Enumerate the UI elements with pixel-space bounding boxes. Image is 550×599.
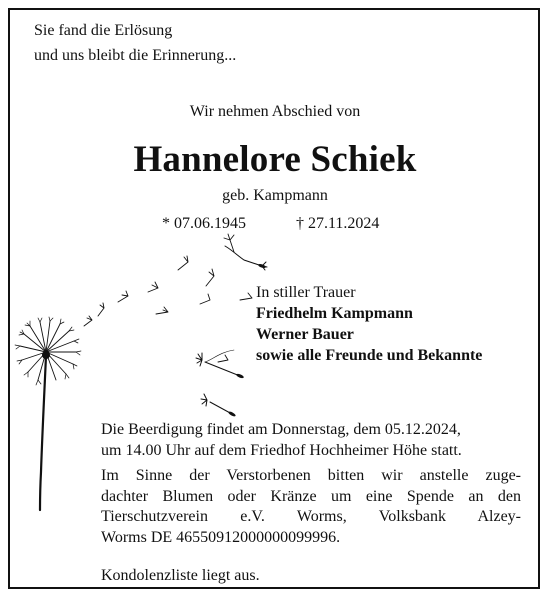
donation-line: dachter Blumen oder Kränze um eine Spende an den bbox=[101, 487, 521, 505]
motto-line-1: Sie fand die Erlösung bbox=[34, 22, 173, 39]
condolence-note bbox=[101, 566, 521, 587]
mourner-name: Friedhelm Kampmann bbox=[256, 305, 413, 322]
funeral-line: Die Beerdigung findet am Donnerstag, dem 05.12.2024, bbox=[101, 421, 461, 438]
donation-line: Im Sinne der Verstorbenen bitten wir anstelle zuge- bbox=[101, 467, 521, 484]
mourners-heading: In stiller Trauer bbox=[256, 284, 356, 301]
intro-text: Wir nehmen Abschied von bbox=[189, 103, 361, 120]
condolence-text: Kondolenzliste liegt aus. bbox=[101, 567, 260, 584]
funeral-line: um 14.00 Uhr auf dem Friedhof Hochheimer Höhe statt. bbox=[101, 441, 462, 459]
funeral-info bbox=[101, 420, 521, 461]
donation-line: Tierschutzverein e.V. Worms, Volksbank Alzey- bbox=[101, 508, 521, 525]
death-date: † 27.11.2024 bbox=[296, 215, 380, 232]
mourner-name: sowie alle Freunde und Bekannte bbox=[256, 347, 483, 364]
motto-line-2: und uns bleibt die Erinnerung... bbox=[34, 47, 237, 64]
donation-info bbox=[101, 466, 521, 548]
deceased-name: Hannelore Schiek bbox=[133, 139, 417, 180]
birth-date: * 07.06.1945 bbox=[162, 215, 246, 232]
mourner-name: Werner Bauer bbox=[256, 326, 354, 343]
birth-name: geb. Kampmann bbox=[222, 187, 328, 204]
donation-line: Worms DE 46550912000000099996. bbox=[101, 528, 341, 546]
